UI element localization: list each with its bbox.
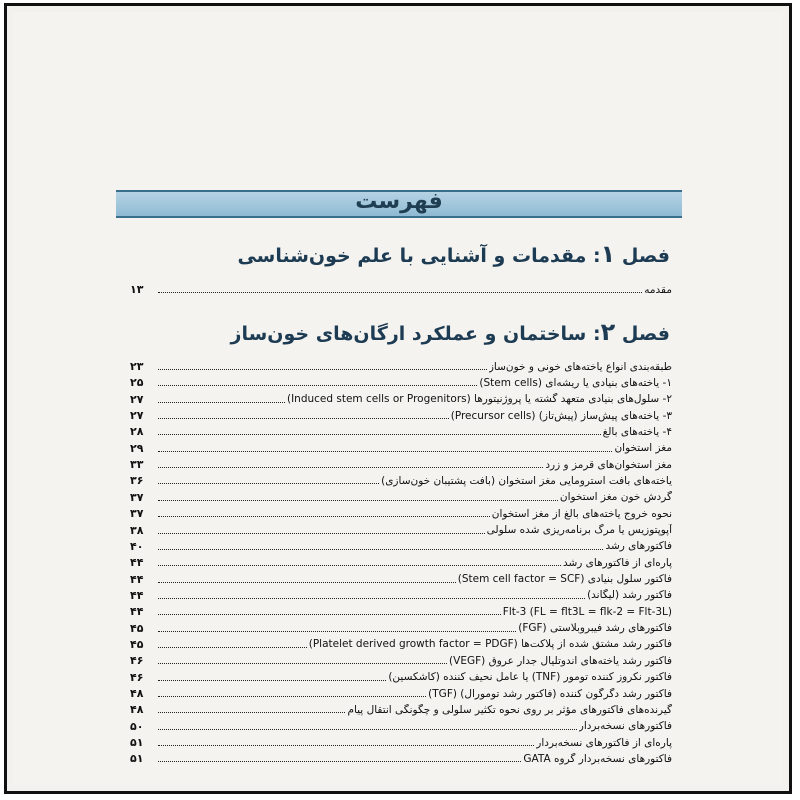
toc-entry-title: فاکتورهای نسخه‌بردار گروه GATA [523, 752, 672, 765]
toc-page-number: ۵۱ [130, 736, 144, 750]
toc-page-number: ۵۰ [130, 719, 144, 733]
toc-page-number: ۴۶ [130, 654, 144, 668]
toc-entry [130, 490, 672, 505]
toc-page-number: ۲۵ [130, 376, 144, 390]
toc-entry [130, 506, 672, 521]
chapter-2-heading [231, 318, 671, 346]
toc-entry-title: نحوه خروج یاخته‌های بالغ از مغز استخوان [491, 507, 672, 520]
toc-leader-dots [158, 582, 456, 583]
toc-entry-title: ۲- سلول‌های بنیادی متعهد گشته یا پروژنیتورها (Induced stem cells or Progenitors) [286, 393, 672, 406]
toc-page-number: ۴۴ [130, 572, 144, 586]
toc-entry [130, 457, 672, 472]
toc-page-number: ۴۴ [130, 605, 144, 619]
toc-page-number: ۴۸ [130, 703, 144, 717]
toc-entry-title: مغز استخوان [614, 442, 672, 455]
toc-entry-title: فاکتورهای رشد [605, 540, 672, 553]
toc-entry [130, 539, 672, 554]
chapter-2-number: ۲ [600, 318, 616, 346]
toc-entry-title: فاکتور نکروز کننده تومور (TNF) یا عامل نحیف کننده (کاشکسین) [388, 671, 672, 684]
toc-page-number: ۵۱ [130, 752, 144, 766]
toc-page-number: ۴۰ [130, 539, 144, 553]
chapter-1-prefix: فصل [621, 245, 670, 267]
toc-entry-title: Flt-3 (FL = flt3L = flk-2 = Flt-3L) [502, 605, 672, 618]
toc-entry [130, 523, 672, 538]
toc-entry [130, 637, 672, 652]
toc-entry [130, 751, 672, 766]
toc-entry [130, 653, 672, 668]
toc-page-number: ۴۸ [130, 687, 144, 700]
toc-entry [130, 621, 672, 636]
chapter-2-title: : ساختمان و عملکرد ارگان‌های خون‌ساز [230, 323, 601, 345]
toc-entry [130, 408, 672, 423]
toc-entry [130, 735, 672, 750]
toc-page-number: ۲۷ [130, 409, 144, 423]
toc-entry [130, 555, 672, 570]
toc-entry [130, 424, 672, 439]
toc-page-number: ۱۳ [130, 283, 144, 296]
toc-entry-title: ۳- یاخته‌های پیش‌ساز (پیش‌تاز) (Precursor cells) [450, 409, 672, 422]
toc-page-number: ۲۸ [130, 425, 144, 439]
toc-leader-dots [158, 565, 561, 566]
toc-leader-dots [158, 680, 386, 681]
toc-entry-title: پاره‌ای از فاکتورهای رشد [562, 556, 672, 569]
toc-entry [130, 702, 672, 717]
toc-page-number: ۳۷ [130, 507, 144, 521]
chapter-1-number: ۱ [600, 240, 616, 268]
toc-title: فهرست [355, 189, 443, 214]
toc-page-number: ۳۸ [130, 523, 144, 537]
toc-entry [130, 686, 672, 701]
toc-leader-dots [158, 761, 521, 762]
toc-entry [130, 572, 672, 587]
toc-leader-dots [158, 712, 345, 713]
toc-leader-dots [158, 500, 558, 501]
toc-entry-title: گیرنده‌های فاکتورهای مؤثر بر روی نحوه تکثیر سلولی و چگونگی انتقال پیام [347, 703, 672, 716]
toc-entry-title: فاکتور سلول بنیادی (Stem cell factor = SCF) [457, 573, 672, 586]
toc-leader-dots [158, 614, 501, 615]
toc-leader-dots [158, 516, 490, 517]
toc-entry-title: فاکتورهای رشد فیبروبلاستی (FGF) [518, 622, 672, 635]
toc-leader-dots [158, 292, 642, 293]
toc-page-number: ۴۴ [130, 556, 144, 570]
toc-entry [130, 473, 672, 488]
toc-page-number: ۳۶ [130, 474, 144, 488]
toc-entry-title: گردش خون مغز استخوان [559, 491, 672, 504]
toc-entry [130, 282, 672, 297]
toc-leader-dots [158, 385, 477, 386]
toc-leader-dots [158, 467, 543, 468]
toc-entry-title: فاکتورهای نسخه‌بردار [578, 720, 672, 733]
toc-leader-dots [158, 745, 534, 746]
toc-leader-dots [158, 631, 516, 632]
toc-entry-title: فاکتور رشد (لیگاند) [587, 589, 672, 602]
toc-leader-dots [158, 598, 585, 599]
toc-entry-title: آپوپتوزیس یا مرگ برنامه‌ریزی شده سلولی [486, 524, 672, 536]
toc-page-number: ۲۹ [130, 441, 144, 455]
toc-entry-title: ۱- یاخته‌های بنیادی یا ریشه‌ای (Stem cells) [479, 376, 672, 389]
toc-entry-title: یاخته‌های بافت استرومایی مغز استخوان (بافت پشتیبان خون‌سازی) [381, 474, 672, 487]
toc-leader-dots [158, 434, 601, 435]
toc-entry-title: طبقه‌بندی انواع یاخته‌های خونی و خون‌ساز [488, 360, 672, 373]
toc-entry-title: مغز استخوان‌های قرمز و زرد [545, 458, 672, 471]
toc-banner [116, 190, 682, 218]
toc-leader-dots [158, 663, 447, 664]
toc-leader-dots [158, 418, 449, 419]
toc-page-number: ۳۷ [130, 490, 144, 504]
toc-entry [130, 719, 672, 734]
toc-entry-title: ۴- یاخته‌های بالغ [602, 425, 672, 438]
toc-page-number: ۴۵ [130, 637, 144, 651]
toc-entry-title: فاکتور رشد یاخته‌های اندوتلیال جدار عروق (VEGF) [449, 654, 672, 667]
chapter-1-title: : مقدمات و آشنایی با علم خون‌شناسی [237, 245, 601, 267]
toc-entry [130, 392, 672, 407]
toc-page-number: ۴۶ [130, 670, 144, 684]
toc-entry [130, 588, 672, 603]
toc-page-number: ۲۷ [130, 392, 144, 406]
toc-leader-dots [158, 696, 426, 697]
toc-entry [130, 670, 672, 685]
toc-leader-dots [158, 533, 485, 534]
toc-leader-dots [158, 369, 487, 370]
toc-entry-title: پاره‌ای از فاکتورهای نسخه‌بردار [536, 736, 672, 749]
toc-leader-dots [158, 402, 285, 403]
toc-entry-title: مقدمه [644, 283, 672, 296]
toc-entry [130, 604, 672, 619]
toc-entry [130, 375, 672, 390]
toc-page-number: ۲۳ [130, 360, 144, 373]
toc-leader-dots [158, 647, 307, 648]
toc-page-number: ۳۳ [130, 458, 144, 472]
toc-leader-dots [158, 549, 603, 550]
toc-entry-title: فاکتور رشد مشتق شده از پلاکت‌ها (Platelet derived growth factor = PDGF) [308, 638, 672, 651]
chapter-1-heading [237, 240, 670, 268]
toc-leader-dots [158, 729, 577, 730]
chapter-2-prefix: فصل [621, 323, 670, 345]
toc-leader-dots [158, 451, 612, 452]
toc-entry-title: فاکتور رشد دگرگون کننده (فاکتور رشد تومورال) (TGF) [428, 687, 672, 700]
toc-leader-dots [158, 483, 379, 484]
toc-entry [130, 441, 672, 456]
toc-page-number: ۴۵ [130, 621, 144, 635]
toc-entry [130, 359, 672, 374]
toc-page-number: ۴۴ [130, 588, 144, 602]
